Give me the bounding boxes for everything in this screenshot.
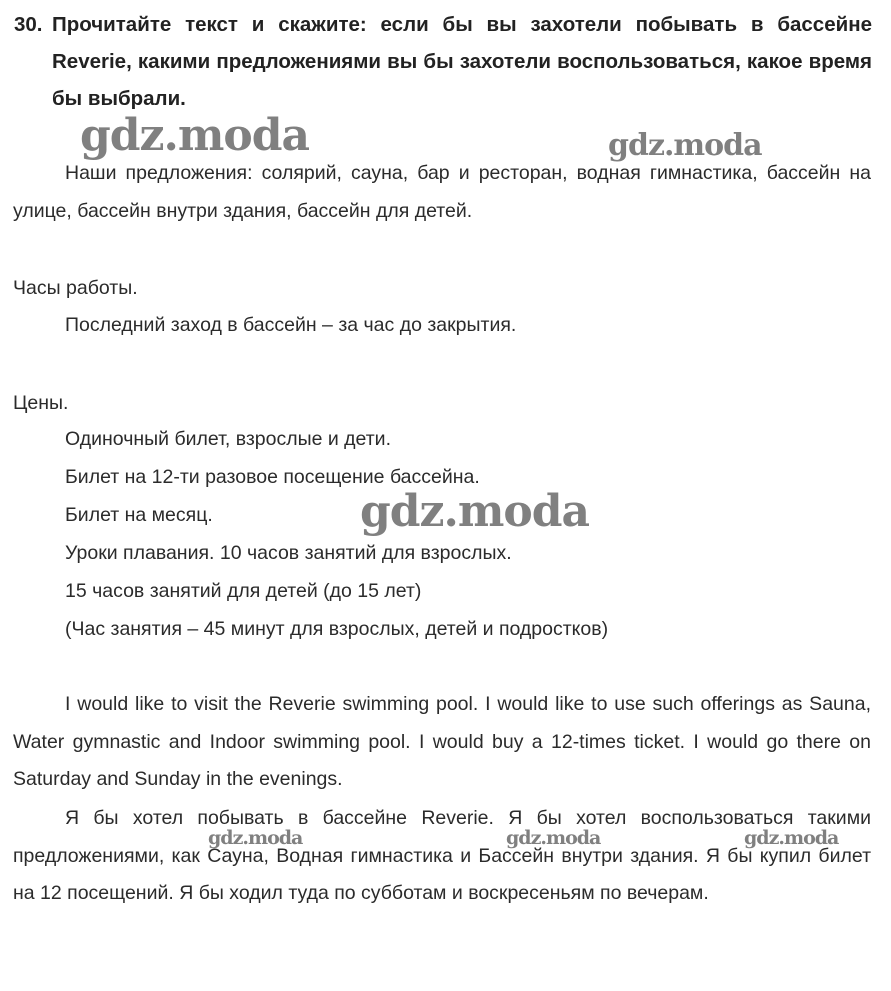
task-text: Прочитайте текст и скажите: если бы вы захотели побывать в бассейне Reverie, какими предложениями вы бы захотели воспользоваться, какое время бы выбрали. [52, 13, 872, 110]
prices-heading: Цены. [13, 392, 69, 414]
price-item: Билет на 12-ти разовое посещение бассейна. [65, 466, 480, 488]
watermark-logo: gdz.moda [506, 827, 601, 849]
watermark-logo: gdz.moda [80, 110, 310, 161]
answer-russian: Я бы хотел побывать в бассейне Reverie. Я бы хотел воспользоваться такими предложениями, как Сауна, Водная гимнастика и Бассейн внутри здания. Я бы купил билет на 12 посещений. Я бы ходил туда по субботам и воскресеньям по вечерам. [13, 807, 871, 904]
price-item: (Час занятия – 45 минут для взрослых, детей и подростков) [65, 618, 609, 640]
watermark-logo: gdz.moda [360, 486, 590, 537]
answer-english: I would like to visit the Reverie swimming pool. I would like to use such offerings as Sauna, Water gymnastic and Indoor swimming pool. I would buy a 12-times ticket. I would go there on Saturday and Sunday in the evenings. [13, 693, 871, 790]
price-item: Уроки плавания. 10 часов занятий для взрослых. [65, 542, 512, 564]
watermark-logo: gdz.moda [744, 827, 839, 849]
price-item: Билет на месяц. [65, 504, 213, 526]
task-heading [14, 6, 872, 117]
watermark-logo: gdz.moda [608, 128, 762, 163]
watermark-logo: gdz.moda [208, 827, 303, 849]
price-item: 15 часов занятий для детей (до 15 лет) [65, 580, 422, 602]
hours-heading: Часы работы. [13, 277, 138, 299]
price-item: Одиночный билет, взрослые и дети. [65, 428, 391, 450]
offers-paragraph: Наши предложения: солярий, сауна, бар и ресторан, водная гимнастика, бассейн на улице, бассейн внутри здания, бассейн для детей. [13, 162, 871, 222]
hours-note: Последний заход в бассейн – за час до закрытия. [65, 314, 517, 336]
task-number: 30. [14, 13, 43, 36]
